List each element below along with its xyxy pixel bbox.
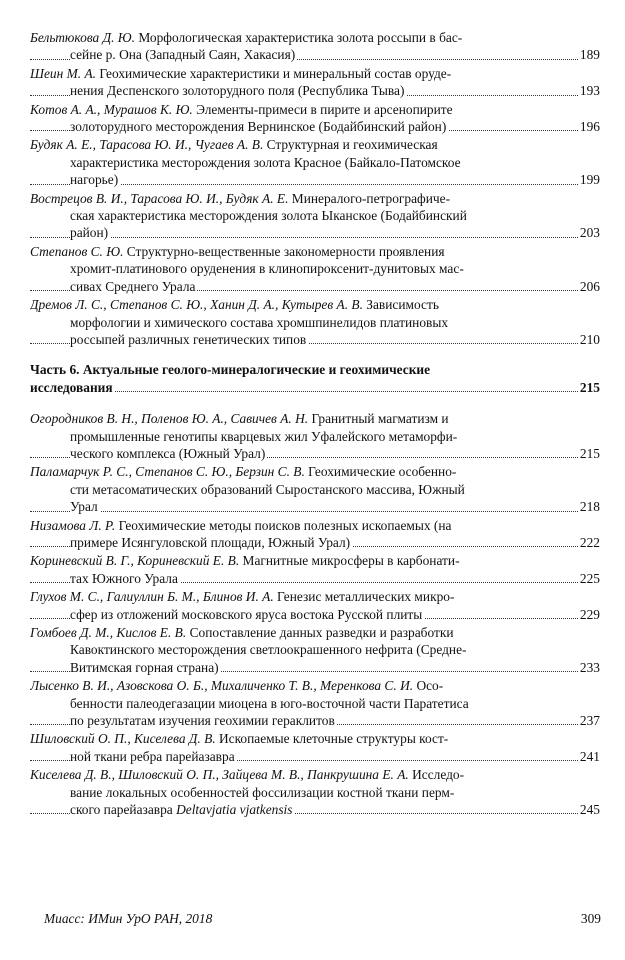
toc-entry-title: Минералого-петрографиче- xyxy=(288,190,451,206)
toc-entry-line xyxy=(30,296,600,313)
toc-entry-title: вание локальных особенностей фоссилизации костной ткани перм- xyxy=(70,784,455,800)
toc-entry-title: тах Южного Урала xyxy=(70,570,178,586)
toc-entry-line xyxy=(30,570,600,587)
toc-entry-line xyxy=(30,314,600,331)
toc-entry-title: Генезис металлических микро- xyxy=(273,589,455,605)
section-heading-line: исследования 215 xyxy=(30,379,600,395)
toc-entry xyxy=(30,624,600,676)
toc-entry-title: морфологии и химического состава хромшпинелидов платиновых xyxy=(70,314,449,330)
page-number: 245 xyxy=(579,802,600,818)
section-heading-line: Часть 6. Актуальные геолого-минералогические и геохимические xyxy=(30,362,431,378)
toc-entry-line xyxy=(30,730,600,747)
toc-entry-line xyxy=(30,65,600,82)
toc-entries-part6 xyxy=(30,410,600,818)
toc-entry xyxy=(30,101,600,136)
toc-entry-line xyxy=(30,410,600,427)
toc-entry-authors: Шиловский О. П., Киселева Д. В. xyxy=(30,731,216,747)
toc-entry-line xyxy=(30,46,600,63)
toc-entry xyxy=(30,65,600,100)
toc-entry-title: хромит-платинового оруденения в клинопироксенит-дунитовых мас- xyxy=(70,261,464,277)
toc-entry-line xyxy=(30,766,600,783)
toc-entry-title: Ископаемые клеточные структуры кост- xyxy=(215,731,449,747)
page-number: 215 xyxy=(579,379,600,395)
page-number: 222 xyxy=(579,534,600,550)
toc-entry-title: Геохимические особенно- xyxy=(304,464,457,480)
toc-entry-line xyxy=(30,101,600,118)
toc-entry-title: Исследо- xyxy=(408,767,465,783)
toc-entry xyxy=(30,463,600,515)
toc-entry xyxy=(30,552,600,587)
toc-entry-title: район) xyxy=(70,225,109,241)
page-number: 237 xyxy=(579,713,600,729)
toc-entry-authors: Бельтюкова Д. Ю. xyxy=(30,30,135,45)
table-of-contents xyxy=(30,29,600,819)
toc-entry xyxy=(30,296,600,348)
toc-entry-title: Морфологическая характеристика золота россыпи в бас- xyxy=(134,30,463,45)
toc-entry xyxy=(30,243,600,295)
toc-entry-authors: Гомбоев Д. М., Кислов Е. В. xyxy=(30,625,187,640)
toc-entry-title: золоторудного месторождения Вернинское (Бодайбинский район) xyxy=(70,119,447,135)
toc-entry-authors: Вострецов В. И., Тарасова Ю. И., Будяк А. Е. xyxy=(30,190,289,206)
toc-entry-line xyxy=(30,624,600,641)
toc-entry-line xyxy=(30,641,600,658)
toc-entry-title: Геохимические характеристики и минеральный состав оруде- xyxy=(95,65,452,81)
page-number: 199 xyxy=(579,172,600,188)
toc-entry xyxy=(30,677,600,729)
toc-entry-line xyxy=(30,606,600,623)
toc-entry-line xyxy=(30,588,600,605)
toc-entry-title: Урал xyxy=(70,499,98,515)
toc-entry-title: ческого комплекса (Южный Урал) xyxy=(70,445,266,461)
toc-entry-line xyxy=(30,278,600,295)
toc-entry-authors: Киселева Д. В., Шиловский О. П., Зайцева М. В., Панкрушина Е. А. xyxy=(30,767,409,783)
page-number: 206 xyxy=(579,278,600,294)
toc-entry-title: нагорье) xyxy=(70,172,119,188)
toc-entry-line xyxy=(30,517,600,534)
toc-entry-line xyxy=(30,481,600,498)
toc-entry-title: россыпей различных генетических типов xyxy=(70,331,307,347)
page-number: 210 xyxy=(579,331,600,347)
toc-entry-line xyxy=(30,463,600,480)
toc-entry xyxy=(30,29,600,64)
toc-entry-authors: Лысенко В. И., Азовскова О. Б., Михаличенко Т. В., Меренкова С. И. xyxy=(30,678,414,694)
toc-entry-title: примере Исянгуловской площади, Южный Урал) xyxy=(70,534,351,550)
toc-entry-authors: Паламарчук Р. С., Степанов С. Ю., Берзин С. В. xyxy=(30,464,305,480)
toc-entry-authors: Будяк А. Е., Тарасова Ю. И., Чугаев А. В. xyxy=(30,137,264,153)
toc-entry-authors: Кориневский В. Г., Кориневский Е. В. xyxy=(30,553,240,569)
page-number: 229 xyxy=(579,606,600,622)
toc-entry-line xyxy=(30,154,600,171)
toc-entry-line xyxy=(30,118,600,135)
toc-entry-title: сейне р. Она (Западный Саян, Хакасия) xyxy=(70,47,296,63)
toc-entry-title: ская характеристика месторождения золота Ыканское (Бодайбинский xyxy=(70,208,467,224)
toc-entry xyxy=(30,136,600,188)
toc-entry-title: ной ткани ребра парейазавра xyxy=(70,748,235,764)
toc-entry-title: сти метасоматических образований Сыростанского массива, Южный xyxy=(70,481,465,497)
toc-entry-line xyxy=(30,659,600,676)
toc-entry-title: характеристика месторождения золота Красное (Байкало-Патомское xyxy=(70,154,461,170)
publisher-imprint: Миасс: ИМин УрО РАН, 2018 xyxy=(44,911,213,926)
toc-entry-line xyxy=(30,445,600,462)
toc-entries-part5 xyxy=(30,29,600,348)
toc-entry xyxy=(30,517,600,552)
toc-entry-taxon: Deltavjatia vjatkensis xyxy=(176,802,293,818)
toc-entry xyxy=(30,730,600,765)
toc-entry-authors: Низамова Л. Р. xyxy=(30,517,116,533)
toc-entry-title: по результатам изучения геохимии гераклитов xyxy=(70,713,335,729)
toc-entry-title: Кавоктинского месторождения светлоокрашенного нефрита (Средне- xyxy=(70,642,467,658)
toc-entry-title: Зависимость xyxy=(362,297,439,313)
page-number: 196 xyxy=(579,119,600,135)
page-number: 218 xyxy=(579,499,600,515)
toc-entry-line xyxy=(30,82,600,99)
toc-entry-line xyxy=(30,207,600,224)
toc-entry-line xyxy=(30,243,600,260)
toc-entry-line xyxy=(30,29,600,46)
toc-entry-line xyxy=(30,552,600,569)
toc-entry-title: Структурно-вещественные закономерности проявления xyxy=(123,243,445,259)
toc-entry-authors: Огородников В. Н., Поленов Ю. А., Савичев А. Н. xyxy=(30,411,309,427)
page-number-footer: 309 xyxy=(580,911,601,926)
toc-entry-title: Структурная и геохимическая xyxy=(263,137,438,153)
toc-entry-title: Витимская горная страна) xyxy=(70,659,219,675)
page-number: 193 xyxy=(579,83,600,99)
toc-entry-line xyxy=(30,677,600,694)
page-number: 189 xyxy=(579,47,600,63)
toc-entry-line xyxy=(30,171,600,188)
toc-entry-authors: Шеин М. А. xyxy=(30,65,96,81)
toc-entry-line xyxy=(30,784,600,801)
toc-entry-title: промышленные генотипы кварцевых жил Уфалейского метаморфи- xyxy=(70,428,458,444)
toc-entry-authors: Дремов Л. С., Степанов С. Ю., Ханин Д. А., Кутырев А. В. xyxy=(30,297,363,313)
toc-entry-title: нения Деспенского золоторудного поля (Республика Тыва) xyxy=(70,83,405,99)
toc-entry-line xyxy=(30,331,600,348)
toc-entry-line xyxy=(30,136,600,153)
page-number: 203 xyxy=(579,225,600,241)
toc-entry-title: Геохимические методы поисков полезных ископаемых (на xyxy=(115,517,452,533)
toc-entry xyxy=(30,588,600,623)
toc-entry-authors: Степанов С. Ю. xyxy=(30,243,124,259)
page-number: 225 xyxy=(579,570,600,586)
section-heading xyxy=(30,361,600,396)
toc-entry xyxy=(30,190,600,242)
page-number: 241 xyxy=(579,748,600,764)
toc-entry-title: Осо- xyxy=(413,678,444,694)
toc-entry-line xyxy=(30,260,600,277)
toc-entry-title: сфер из отложений московского яруса востока Русской плиты xyxy=(70,606,423,622)
page-footer xyxy=(44,911,601,927)
page-number: 233 xyxy=(579,659,600,675)
toc-entry-line xyxy=(30,695,600,712)
toc-entry-authors: Глухов М. С., Галиуллин Б. М., Блинов И. А. xyxy=(30,589,274,605)
toc-entry-line xyxy=(30,712,600,729)
toc-entry-line xyxy=(30,801,600,818)
toc-entry-authors: Котов А. А., Мурашов К. Ю. xyxy=(30,101,193,117)
toc-entry xyxy=(30,766,600,818)
toc-entry-title: ского парейазавра xyxy=(70,802,177,818)
toc-entry-title: сивах Среднего Урала xyxy=(70,278,196,294)
toc-entry-title: Магнитные микросферы в карбонати- xyxy=(239,553,460,569)
toc-entry-line xyxy=(30,498,600,515)
toc-entry-title: Элементы-примеси в пирите и арсенопирите xyxy=(192,101,453,117)
toc-entry-title: бенности палеодегазации миоцена в юго-восточной части Паратетиса xyxy=(70,695,469,711)
page-number: 215 xyxy=(579,445,600,461)
toc-entry xyxy=(30,410,600,462)
toc-entry-line xyxy=(30,428,600,445)
toc-entry-title: Сопоставление данных разведки и разработки xyxy=(186,625,454,640)
toc-entry-line xyxy=(30,534,600,551)
toc-entry-line xyxy=(30,190,600,207)
toc-entry-line xyxy=(30,748,600,765)
toc-entry-title: Гранитный магматизм и xyxy=(308,411,449,427)
toc-entry-line xyxy=(30,224,600,241)
